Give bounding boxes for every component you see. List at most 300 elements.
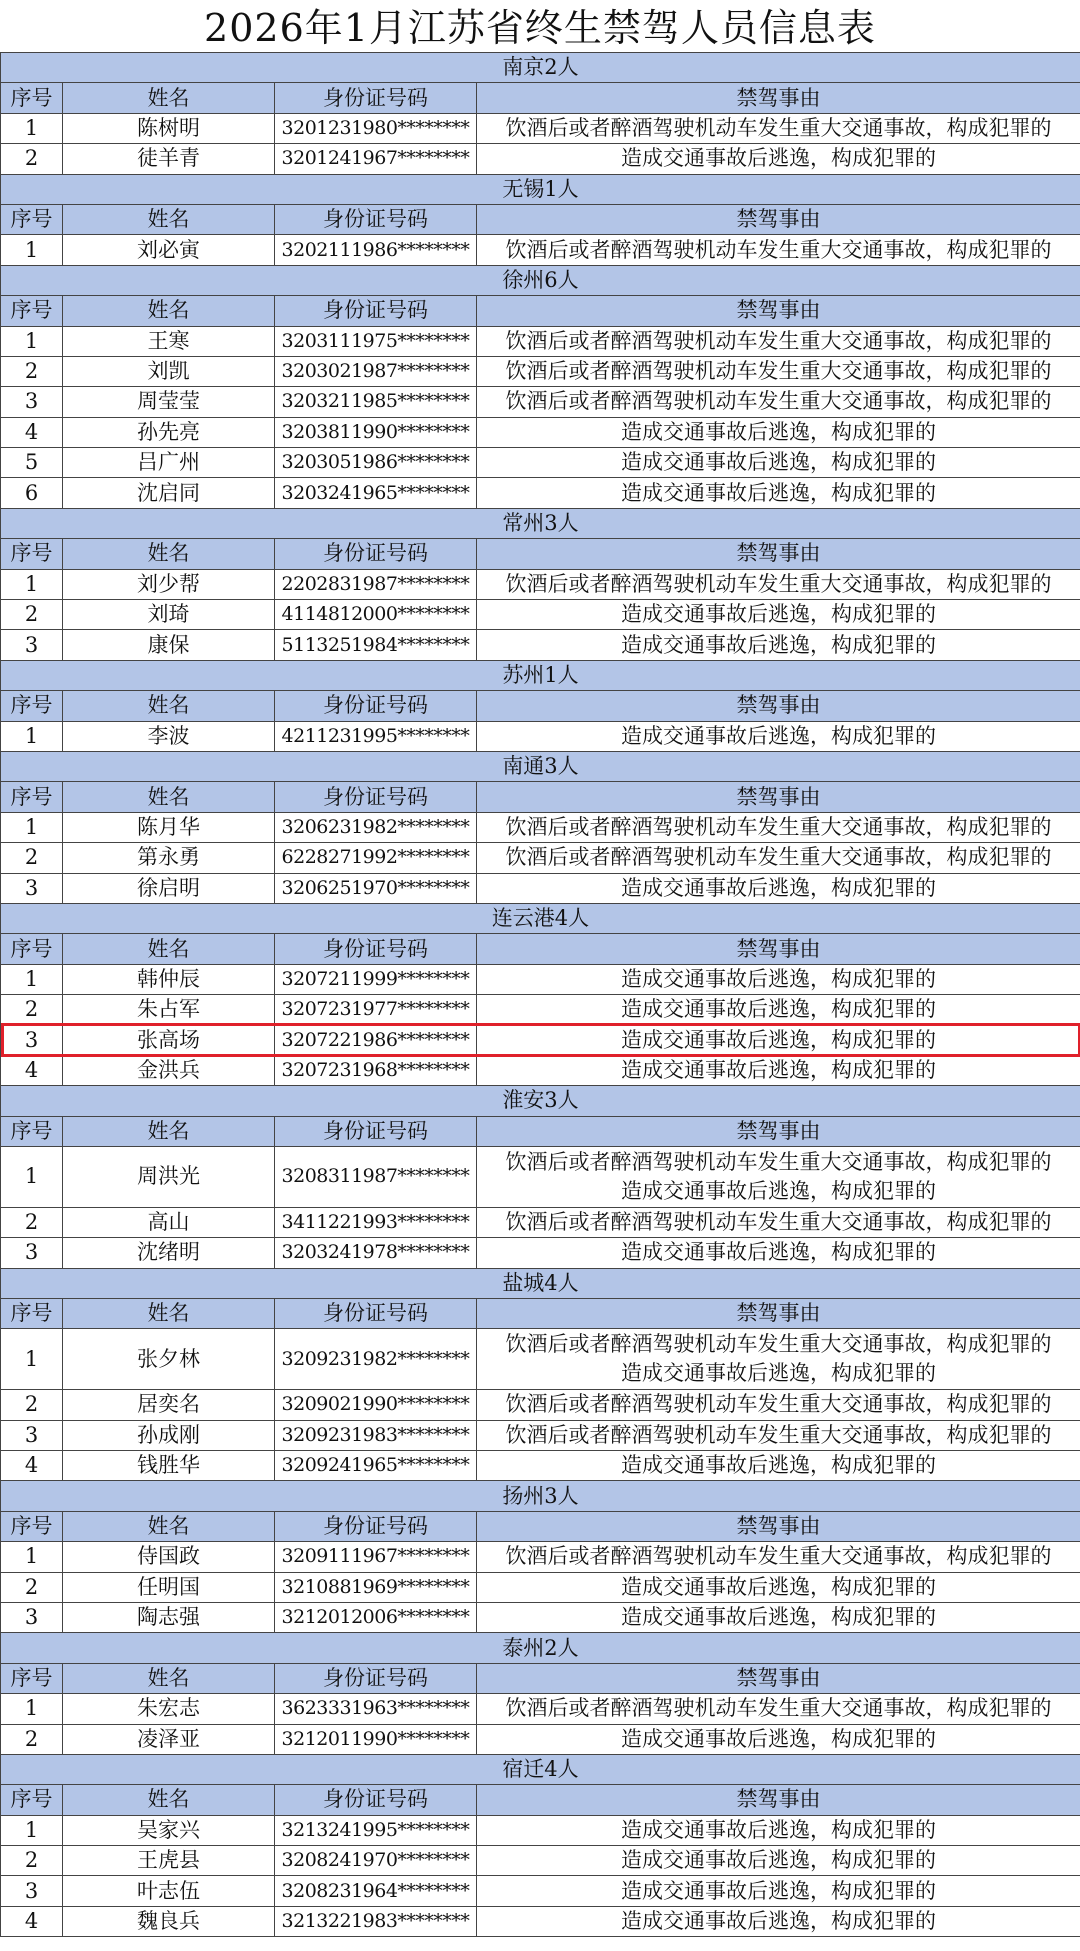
- person-name: 王虎县: [63, 1846, 275, 1876]
- city-heading: 连云港4人: [1, 903, 1080, 933]
- person-name: 吴家兴: [63, 1815, 275, 1845]
- ban-reason-line: 造成交通事故后逃逸，构成犯罪的: [621, 1240, 936, 1265]
- reason-header: 禁驾事由: [477, 83, 1080, 113]
- ban-reason-line: 造成交通事故后逃逸，构成犯罪的: [621, 1027, 936, 1052]
- ban-reason-line: 饮酒后或者醉酒驾驶机动车发生重大交通事故，构成犯罪的: [505, 328, 1052, 353]
- column-header-row: [1, 1511, 1080, 1541]
- id-number: 3207221986********: [275, 1025, 477, 1055]
- id-number: 3212012006********: [275, 1602, 477, 1632]
- id-header: 身份证号码: [275, 1299, 477, 1329]
- id-number: 3203241965********: [275, 478, 477, 508]
- id-number: 2202831987********: [275, 569, 477, 599]
- index-header: 序号: [1, 1511, 63, 1541]
- row-index: 3: [1, 1025, 63, 1055]
- id-number: 3206251970********: [275, 873, 477, 903]
- id-number: 3208311987********: [275, 1147, 477, 1208]
- id-number: 3208241970********: [275, 1846, 477, 1876]
- table-row: [1, 387, 1080, 417]
- row-index: 1: [1, 964, 63, 994]
- table-row: [1, 995, 1080, 1025]
- reason-header: 禁驾事由: [477, 1299, 1080, 1329]
- table-row: [1, 1055, 1080, 1085]
- page-title: 2026年1月江苏省终生禁驾人员信息表: [204, 6, 876, 50]
- row-index: 3: [1, 1876, 63, 1906]
- table-row: [1, 600, 1080, 630]
- id-number: 3209241965********: [275, 1451, 477, 1481]
- table-row: [1, 144, 1080, 174]
- row-index: 2: [1, 995, 63, 1025]
- person-name: 侍国政: [63, 1542, 275, 1572]
- name-header: 姓名: [63, 539, 275, 569]
- id-number: 3203111975********: [275, 326, 477, 356]
- name-header: 姓名: [63, 296, 275, 326]
- table-row: [1, 1815, 1080, 1845]
- city-band-row: [1, 1633, 1080, 1663]
- id-header: 身份证号码: [275, 539, 477, 569]
- row-index: 2: [1, 1846, 63, 1876]
- table-row: [1, 1451, 1080, 1481]
- row-index: 3: [1, 1238, 63, 1268]
- index-header: 序号: [1, 782, 63, 812]
- table-row: [1, 356, 1080, 386]
- city-heading: 南通3人: [1, 751, 1080, 781]
- id-number: 3202111986********: [275, 235, 477, 265]
- city-band-row: [1, 660, 1080, 690]
- reason-header: 禁驾事由: [477, 1785, 1080, 1815]
- row-index: 2: [1, 600, 63, 630]
- row-index: 2: [1, 144, 63, 174]
- city-heading: 南京2人: [1, 53, 1080, 83]
- column-header-row: [1, 934, 1080, 964]
- id-number: 3213221983********: [275, 1906, 477, 1936]
- person-name: 沈绪明: [63, 1238, 275, 1268]
- table-row: [1, 1025, 1080, 1055]
- id-number: 3209111967********: [275, 1542, 477, 1572]
- id-number: 4211231995********: [275, 721, 477, 751]
- ban-reason: [477, 387, 1080, 417]
- table-row: [1, 1846, 1080, 1876]
- id-number: 3208231964********: [275, 1876, 477, 1906]
- ban-reason: [477, 1602, 1080, 1632]
- ban-reason: [477, 630, 1080, 660]
- ban-reason-line: 造成交通事故后逃逸，构成犯罪的: [621, 966, 936, 991]
- id-number: 5113251984********: [275, 630, 477, 660]
- ban-reason-line: 造成交通事故后逃逸，构成犯罪的: [621, 1058, 936, 1083]
- ban-reason-line: 饮酒后或者醉酒驾驶机动车发生重大交通事故，构成犯罪的: [505, 1392, 1052, 1417]
- id-header: 身份证号码: [275, 1663, 477, 1693]
- table-row: [1, 417, 1080, 447]
- table-row: [1, 1906, 1080, 1936]
- ban-reason-line: 造成交通事故后逃逸，构成犯罪的: [621, 419, 936, 444]
- table-row: [1, 1147, 1080, 1208]
- city-band-row: [1, 53, 1080, 83]
- ban-reason-line: 造成交通事故后逃逸，构成犯罪的: [621, 1361, 936, 1386]
- ban-reason: [477, 1542, 1080, 1572]
- ban-reason: [477, 113, 1080, 143]
- driving-ban-table: [0, 52, 1080, 1937]
- row-index: 2: [1, 1724, 63, 1754]
- row-index: 1: [1, 113, 63, 143]
- ban-reason-line: 造成交通事故后逃逸，构成犯罪的: [621, 1178, 936, 1203]
- id-number: 3210881969********: [275, 1572, 477, 1602]
- person-name: 叶志伍: [63, 1876, 275, 1906]
- ban-reason: [477, 843, 1080, 873]
- column-header-row: [1, 1663, 1080, 1693]
- index-header: 序号: [1, 1663, 63, 1693]
- table-row: [1, 843, 1080, 873]
- name-header: 姓名: [63, 691, 275, 721]
- row-index: 1: [1, 721, 63, 751]
- index-header: 序号: [1, 1116, 63, 1146]
- city-band-row: [1, 1268, 1080, 1298]
- ban-reason: [477, 569, 1080, 599]
- name-header: 姓名: [63, 1299, 275, 1329]
- person-name: 朱占军: [63, 995, 275, 1025]
- ban-reason: [477, 1572, 1080, 1602]
- id-header: 身份证号码: [275, 296, 477, 326]
- person-name: 张夕林: [63, 1329, 275, 1390]
- id-number: 3209231983********: [275, 1420, 477, 1450]
- person-name: 周莹莹: [63, 387, 275, 417]
- row-index: 2: [1, 1572, 63, 1602]
- table-row: [1, 1207, 1080, 1237]
- city-band-row: [1, 1481, 1080, 1511]
- reason-header: 禁驾事由: [477, 296, 1080, 326]
- person-name: 刘琦: [63, 600, 275, 630]
- table-row: [1, 630, 1080, 660]
- person-name: 凌泽亚: [63, 1724, 275, 1754]
- ban-reason: [477, 995, 1080, 1025]
- id-header: 身份证号码: [275, 204, 477, 234]
- row-index: 1: [1, 1694, 63, 1724]
- person-name: 沈启同: [63, 478, 275, 508]
- ban-reason-line: 造成交通事故后逃逸，构成犯罪的: [621, 146, 936, 171]
- row-index: 2: [1, 843, 63, 873]
- row-index: 1: [1, 1815, 63, 1845]
- id-header: 身份证号码: [275, 782, 477, 812]
- ban-reason-line: 造成交通事故后逃逸，构成犯罪的: [621, 632, 936, 657]
- ban-reason: [477, 1451, 1080, 1481]
- city-heading: 宿迁4人: [1, 1754, 1080, 1784]
- id-number: 3207211999********: [275, 964, 477, 994]
- id-header: 身份证号码: [275, 83, 477, 113]
- id-header: 身份证号码: [275, 691, 477, 721]
- table-row: [1, 1238, 1080, 1268]
- person-name: 朱宏志: [63, 1694, 275, 1724]
- table-row: [1, 235, 1080, 265]
- person-name: 魏良兵: [63, 1906, 275, 1936]
- row-index: 1: [1, 326, 63, 356]
- person-name: 钱胜华: [63, 1451, 275, 1481]
- ban-reason-line: 造成交通事故后逃逸，构成犯罪的: [621, 875, 936, 900]
- ban-reason-line: 饮酒后或者醉酒驾驶机动车发生重大交通事故，构成犯罪的: [505, 814, 1052, 839]
- ban-reason-line: 饮酒后或者醉酒驾驶机动车发生重大交通事故，构成犯罪的: [505, 359, 1052, 384]
- name-header: 姓名: [63, 1511, 275, 1541]
- ban-reason-line: 造成交通事故后逃逸，构成犯罪的: [621, 1817, 936, 1842]
- ban-reason-line: 造成交通事故后逃逸，构成犯罪的: [621, 450, 936, 475]
- row-index: 1: [1, 1147, 63, 1208]
- table-row: [1, 1602, 1080, 1632]
- table-row: [1, 1724, 1080, 1754]
- reason-header: 禁驾事由: [477, 539, 1080, 569]
- id-number: 3207231968********: [275, 1055, 477, 1085]
- city-heading: 扬州3人: [1, 1481, 1080, 1511]
- city-heading: 淮安3人: [1, 1086, 1080, 1116]
- ban-reason: [477, 812, 1080, 842]
- city-band-row: [1, 1754, 1080, 1784]
- index-header: 序号: [1, 296, 63, 326]
- ban-reason: [477, 235, 1080, 265]
- row-index: 1: [1, 1329, 63, 1390]
- row-index: 4: [1, 417, 63, 447]
- ban-reason-line: 造成交通事故后逃逸，构成犯罪的: [621, 1848, 936, 1873]
- row-index: 2: [1, 1207, 63, 1237]
- row-index: 6: [1, 478, 63, 508]
- person-name: 李波: [63, 721, 275, 751]
- ban-reason: [477, 478, 1080, 508]
- ban-reason-line: 造成交通事故后逃逸，构成犯罪的: [621, 1605, 936, 1630]
- table-row: [1, 1694, 1080, 1724]
- row-index: 2: [1, 356, 63, 386]
- row-index: 3: [1, 1420, 63, 1450]
- person-name: 陈月华: [63, 812, 275, 842]
- id-header: 身份证号码: [275, 1511, 477, 1541]
- city-band-row: [1, 1086, 1080, 1116]
- ban-reason-line: 造成交通事故后逃逸，构成犯罪的: [621, 480, 936, 505]
- person-name: 吕广州: [63, 448, 275, 478]
- ban-reason: [477, 1420, 1080, 1450]
- table-row: [1, 1876, 1080, 1906]
- id-number: 4114812000********: [275, 600, 477, 630]
- ban-reason: [477, 964, 1080, 994]
- city-heading: 无锡1人: [1, 174, 1080, 204]
- person-name: 孙先亮: [63, 417, 275, 447]
- id-header: 身份证号码: [275, 934, 477, 964]
- reason-header: 禁驾事由: [477, 1663, 1080, 1693]
- column-header-row: [1, 1299, 1080, 1329]
- id-number: 3201241967********: [275, 144, 477, 174]
- city-band-row: [1, 751, 1080, 781]
- id-number: 3203051986********: [275, 448, 477, 478]
- person-name: 徒羊青: [63, 144, 275, 174]
- row-index: 4: [1, 1906, 63, 1936]
- name-header: 姓名: [63, 1663, 275, 1693]
- name-header: 姓名: [63, 1116, 275, 1146]
- ban-reason-line: 造成交通事故后逃逸，构成犯罪的: [621, 723, 936, 748]
- table-row: [1, 873, 1080, 903]
- city-band-row: [1, 508, 1080, 538]
- name-header: 姓名: [63, 782, 275, 812]
- index-header: 序号: [1, 83, 63, 113]
- table-row: [1, 326, 1080, 356]
- row-index: 4: [1, 1055, 63, 1085]
- row-index: 3: [1, 387, 63, 417]
- id-number: 3213241995********: [275, 1815, 477, 1845]
- id-header: 身份证号码: [275, 1116, 477, 1146]
- row-index: 1: [1, 235, 63, 265]
- ban-reason: [477, 144, 1080, 174]
- person-name: 徐启明: [63, 873, 275, 903]
- ban-reason: [477, 873, 1080, 903]
- id-number: 3203241978********: [275, 1238, 477, 1268]
- person-name: 康保: [63, 630, 275, 660]
- reason-header: 禁驾事由: [477, 691, 1080, 721]
- ban-reason-line: 饮酒后或者醉酒驾驶机动车发生重大交通事故，构成犯罪的: [505, 1544, 1052, 1569]
- ban-reason-line: 饮酒后或者醉酒驾驶机动车发生重大交通事故，构成犯罪的: [505, 1422, 1052, 1447]
- id-number: 3203811990********: [275, 417, 477, 447]
- ban-reason-line: 饮酒后或者醉酒驾驶机动车发生重大交通事故，构成犯罪的: [505, 571, 1052, 596]
- id-number: 3207231977********: [275, 995, 477, 1025]
- id-number: 3411221993********: [275, 1207, 477, 1237]
- ban-reason: [477, 1055, 1080, 1085]
- person-name: 陶志强: [63, 1602, 275, 1632]
- table-row: [1, 1329, 1080, 1390]
- city-band-row: [1, 903, 1080, 933]
- ban-reason: [477, 1846, 1080, 1876]
- index-header: 序号: [1, 539, 63, 569]
- table-row: [1, 478, 1080, 508]
- person-name: 张高场: [63, 1025, 275, 1055]
- reason-header: 禁驾事由: [477, 1116, 1080, 1146]
- name-header: 姓名: [63, 1785, 275, 1815]
- table-row: [1, 964, 1080, 994]
- index-header: 序号: [1, 1785, 63, 1815]
- column-header-row: [1, 1785, 1080, 1815]
- person-name: 王寒: [63, 326, 275, 356]
- column-header-row: [1, 782, 1080, 812]
- table-row: [1, 448, 1080, 478]
- id-number: 3209021990********: [275, 1390, 477, 1420]
- table-row: [1, 1542, 1080, 1572]
- row-index: 1: [1, 569, 63, 599]
- person-name: 孙成刚: [63, 1420, 275, 1450]
- ban-reason-line: 造成交通事故后逃逸，构成犯罪的: [621, 1453, 936, 1478]
- ban-reason-line: 造成交通事故后逃逸，构成犯罪的: [621, 1726, 936, 1751]
- ban-reason-line: 造成交通事故后逃逸，构成犯罪的: [621, 602, 936, 627]
- table-row: [1, 1390, 1080, 1420]
- ban-reason: [477, 448, 1080, 478]
- column-header-row: [1, 204, 1080, 234]
- column-header-row: [1, 83, 1080, 113]
- id-number: 3203021987********: [275, 356, 477, 386]
- reason-header: 禁驾事由: [477, 1511, 1080, 1541]
- person-name: 第永勇: [63, 843, 275, 873]
- index-header: 序号: [1, 934, 63, 964]
- ban-reason: [477, 1025, 1080, 1055]
- ban-reason: [477, 356, 1080, 386]
- name-header: 姓名: [63, 83, 275, 113]
- ban-reason: [477, 1815, 1080, 1845]
- table-row: [1, 1572, 1080, 1602]
- ban-reason-line: 造成交通事故后逃逸，构成犯罪的: [621, 997, 936, 1022]
- ban-reason: [477, 1694, 1080, 1724]
- ban-reason-line: 饮酒后或者醉酒驾驶机动车发生重大交通事故，构成犯罪的: [505, 389, 1052, 414]
- ban-reason: [477, 326, 1080, 356]
- row-index: 5: [1, 448, 63, 478]
- table-row: [1, 1420, 1080, 1450]
- city-band-row: [1, 265, 1080, 295]
- person-name: 居奕名: [63, 1390, 275, 1420]
- id-number: 3206231982********: [275, 812, 477, 842]
- table-row: [1, 812, 1080, 842]
- ban-reason-line: 饮酒后或者醉酒驾驶机动车发生重大交通事故，构成犯罪的: [505, 115, 1052, 140]
- city-heading: 苏州1人: [1, 660, 1080, 690]
- row-index: 3: [1, 1602, 63, 1632]
- ban-reason-line: 饮酒后或者醉酒驾驶机动车发生重大交通事故，构成犯罪的: [505, 237, 1052, 262]
- ban-reason-line: 造成交通事故后逃逸，构成犯罪的: [621, 1909, 936, 1934]
- column-header-row: [1, 1116, 1080, 1146]
- column-header-row: [1, 691, 1080, 721]
- person-name: 刘必寅: [63, 235, 275, 265]
- reason-header: 禁驾事由: [477, 934, 1080, 964]
- id-number: 6228271992********: [275, 843, 477, 873]
- name-header: 姓名: [63, 934, 275, 964]
- ban-reason-line: 饮酒后或者醉酒驾驶机动车发生重大交通事故，构成犯罪的: [505, 1210, 1052, 1235]
- id-number: 3203211985********: [275, 387, 477, 417]
- row-index: 2: [1, 1390, 63, 1420]
- city-heading: 徐州6人: [1, 265, 1080, 295]
- row-index: 1: [1, 1542, 63, 1572]
- ban-reason: [477, 1147, 1080, 1208]
- city-band-row: [1, 174, 1080, 204]
- ban-reason-line: 造成交通事故后逃逸，构成犯罪的: [621, 1574, 936, 1599]
- ban-reason-line: 造成交通事故后逃逸，构成犯罪的: [621, 1878, 936, 1903]
- city-heading: 泰州2人: [1, 1633, 1080, 1663]
- city-heading: 常州3人: [1, 508, 1080, 538]
- table-row: [1, 113, 1080, 143]
- row-index: 4: [1, 1451, 63, 1481]
- index-header: 序号: [1, 204, 63, 234]
- person-name: 刘凯: [63, 356, 275, 386]
- reason-header: 禁驾事由: [477, 204, 1080, 234]
- reason-header: 禁驾事由: [477, 782, 1080, 812]
- person-name: 陈树明: [63, 113, 275, 143]
- ban-reason: [477, 721, 1080, 751]
- ban-reason-line: 饮酒后或者醉酒驾驶机动车发生重大交通事故，构成犯罪的: [505, 845, 1052, 870]
- column-header-row: [1, 296, 1080, 326]
- ban-reason: [477, 600, 1080, 630]
- id-number: 3623331963********: [275, 1694, 477, 1724]
- ban-reason: [477, 1207, 1080, 1237]
- ban-reason-line: 饮酒后或者醉酒驾驶机动车发生重大交通事故，构成犯罪的: [505, 1696, 1052, 1721]
- person-name: 金洪兵: [63, 1055, 275, 1085]
- person-name: 韩仲辰: [63, 964, 275, 994]
- id-number: 3201231980********: [275, 113, 477, 143]
- name-header: 姓名: [63, 204, 275, 234]
- id-number: 3209231982********: [275, 1329, 477, 1390]
- ban-reason: [477, 1876, 1080, 1906]
- person-name: 任明国: [63, 1572, 275, 1602]
- row-index: 3: [1, 630, 63, 660]
- id-number: 3212011990********: [275, 1724, 477, 1754]
- ban-reason: [477, 1238, 1080, 1268]
- row-index: 1: [1, 812, 63, 842]
- person-name: 高山: [63, 1207, 275, 1237]
- ban-reason: [477, 1329, 1080, 1390]
- ban-reason-line: 饮酒后或者醉酒驾驶机动车发生重大交通事故，构成犯罪的: [505, 1332, 1052, 1357]
- ban-reason: [477, 1390, 1080, 1420]
- index-header: 序号: [1, 1299, 63, 1329]
- column-header-row: [1, 539, 1080, 569]
- id-header: 身份证号码: [275, 1785, 477, 1815]
- ban-reason: [477, 1724, 1080, 1754]
- ban-reason: [477, 417, 1080, 447]
- ban-reason-line: 饮酒后或者醉酒驾驶机动车发生重大交通事故，构成犯罪的: [505, 1149, 1052, 1174]
- ban-reason: [477, 1906, 1080, 1936]
- table-row: [1, 569, 1080, 599]
- index-header: 序号: [1, 691, 63, 721]
- person-name: 刘少帮: [63, 569, 275, 599]
